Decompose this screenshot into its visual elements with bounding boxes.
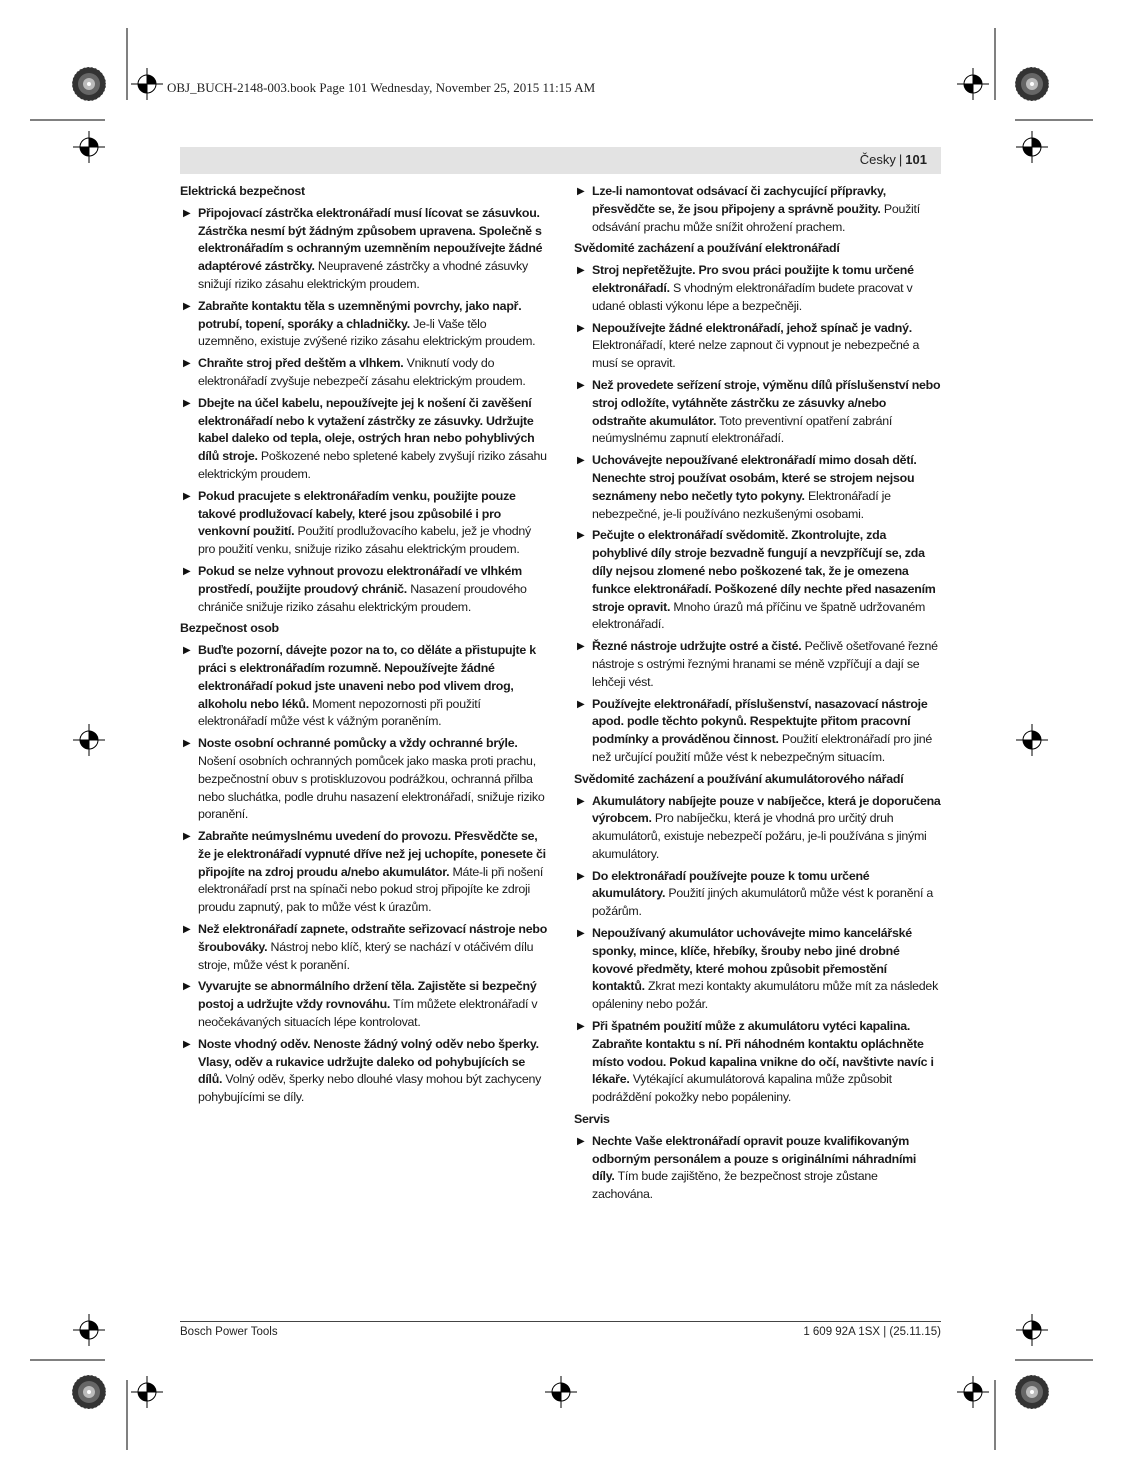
bullet-arrow-icon: ▶ [577,698,585,710]
bullet-list [180,642,547,1107]
safety-instruction [180,921,547,974]
instruction-emphasis: Než elektronářadí zapnete, odstraňte seřizovací nástroje nebo šroubováky. [198,922,548,954]
bullet-arrow-icon: ▶ [183,645,191,657]
section-battery-tool-use [574,771,941,1107]
safety-instruction [574,925,941,1014]
section-heading: Servis [574,1112,610,1127]
instruction-explanation: Volný oděv, šperky nebo dlouhé vlasy mohou být zachyceny pohybujícími se díly. [198,1072,542,1105]
instruction-emphasis: Zabraňte neúmyslnému uvedení do provozu. Přesvědčte se, že je elektronářadí vypnuté dříve než jej uchopíte, ponesete či připojíte na zdroj proudu a/nebo akumulátor. [198,829,546,879]
bullet-list [574,1133,941,1204]
safety-instruction [180,1036,547,1107]
section-heading: Svědomité zacházení a používání akumulátorového nářadí [574,771,904,786]
bullet-arrow-icon: ▶ [577,928,585,940]
instruction-explanation: Nasazení proudového chrániče snižuje riziko zásahu elektrickým proudem. [198,581,527,614]
bullet-arrow-icon: ▶ [183,1038,191,1050]
instruction-explanation: Použití elektronářadí pro jiné než určující použití může vést k nebezpečným situacím. [592,732,933,764]
bullet-arrow-icon: ▶ [183,490,191,502]
safety-instruction [574,183,941,236]
safety-instruction [574,377,941,448]
section-heading: Bezpečnost osob [180,621,279,636]
instruction-explanation: Vniknutí vody do elektronářadí zvyšuje nebezpečí zásahu elektrickým proudem. [198,356,526,388]
safety-instruction [180,828,547,917]
instruction-explanation: Moment nepozornosti při použití elektronářadí může vést k vážným poraněním. [198,696,481,729]
instruction-explanation: Nošení osobních ochranných pomůcek jako maska proti prachu, bezpečnostní obuv s protiskluzovou podrážkou, ochranná přilba nebo sluchátka, podle druhu nasazení elektronářadí, snižuje riziko poranění. [198,753,545,822]
section-service [574,1111,941,1204]
header-separator: | [898,152,903,167]
instruction-explanation: Mnoho úrazů má příčinu ve špatně udržovaném elektronářadí. [592,599,926,632]
safety-instruction [574,1018,941,1107]
instruction-emphasis: Do elektronářadí používejte pouze k tomu určené akumulátory. [592,868,870,901]
bullet-arrow-icon: ▶ [183,300,191,312]
bullet-arrow-icon: ▶ [577,530,585,542]
instruction-emphasis: Pokud pracujete s elektronářadím venku, použijte pouze takové prodlužovací kabely, které jsou způsobilé i pro venkovní použití. [198,488,516,539]
section-power-tool-use [574,240,941,766]
instruction-explanation: Elektronářadí je nebezpečné, je-li používáno nezkušenými osobami. [592,488,891,521]
instruction-emphasis: Pokud se nelze vyhnout provozu elektronářadí ve vlhkém prostředí, použijte proudový chránič. [198,563,522,596]
instruction-explanation: Vytékající akumulátorová kapalina může způsobit podráždění pokožky nebo popáleniny. [592,1072,892,1105]
bullet-list [180,205,547,617]
instruction-explanation: Použití prodlužovacího kabelu, jež je vhodný pro použití venku, snižuje riziko zásahu elektrickým proudem. [198,524,531,557]
safety-instruction [574,527,941,634]
safety-instruction [574,1133,941,1204]
bullet-arrow-icon: ▶ [183,358,191,370]
instruction-explanation: Pečlivě ošetřované řezné nástroje s ostrými řeznými hranami se méně vzpříčují a dají se lehčeji vést. [592,639,938,689]
bullet-arrow-icon: ▶ [577,265,585,277]
safety-instruction [180,642,547,731]
bullet-arrow-icon: ▶ [577,795,585,807]
instruction-emphasis: Než provedete seřízení stroje, výměnu dílů příslušenství nebo stroj odložíte, vytáhněte zástrčku ze zásuvky a/nebo odstraňte akumulátor. [592,377,941,428]
instruction-emphasis: Řezné nástroje udržujte ostré a čisté. [592,639,802,654]
section-personal-safety [180,620,547,1107]
instruction-emphasis: Akumulátory nabíjejte pouze v nabíječce, která je doporučena výrobcem. [592,793,941,826]
safety-instruction [180,978,547,1031]
header-label [860,152,927,167]
instruction-explanation: Použití odsávání prachu může snížit ohrožení prachem. [592,201,920,234]
instruction-emphasis: Lze-li namontovat odsávací či zachycující přípravky, přesvědčte se, že jsou připojeny a správně použity. [592,184,886,216]
header-language: Česky [859,152,896,167]
left-column [180,183,547,1111]
safety-instruction [180,563,547,616]
safety-instruction [574,868,941,921]
instruction-explanation: Pro nabíječku, která je vhodná pro určitý druh akumulátorů, existuje nebezpečí požáru, je-li používána s jinými akumulátory. [592,811,927,861]
instruction-emphasis: Buďte pozorní, dávejte pozor na to, co děláte a přistupujte k práci s elektronářadím rozumně. Nepoužívejte žádné elektronářadí pokud jste unaveni nebo pod vlivem drog, alkoholu nebo léků. [198,643,536,711]
footer-document-code: 1 609 92A 1SX | (25.11.15) [803,1326,941,1338]
section-dust-extraction [574,183,941,236]
safety-instruction [180,205,547,294]
footer-publisher: Bosch Power Tools [180,1326,278,1338]
instruction-emphasis: Vyvarujte se abnormálního držení těla. Zajistěte si bezpečný postoj a udržujte vždy rovnováhu. [198,979,537,1012]
instruction-explanation: Elektronářadí, které nelze zapnout či vypnout je nebezpečné a musí se opravit. [592,338,920,371]
bullet-arrow-icon: ▶ [183,565,191,577]
safety-instruction [574,320,941,373]
instruction-emphasis: Nechte Vaše elektronářadí opravit pouze kvalifikovaným odborným personálem a pouze s originálními náhradními díly. [592,1133,917,1184]
instruction-explanation: Toto preventivní opatření zabrání neúmyslnému zapnutí elektronářadí. [592,413,893,446]
safety-instruction [180,395,547,484]
safety-instruction [574,452,941,523]
instruction-explanation: Poškozené nebo spletené kabely zvyšují riziko zásahu elektrickým proudem. [198,449,547,481]
instruction-emphasis: Pečujte o elektronářadí svědomitě. Zkontrolujte, zda pohyblivé díly stroje bezvadně fungují a nevzpříčují se, zda díly nejsou zlomené nebo poškozené tak, že je omezena funkce elektronářadí. Poškozené díly nechte před nasazením stroje opravit. [592,528,936,614]
bullet-arrow-icon: ▶ [183,831,191,843]
instruction-explanation: Zkrat mezi kontakty akumulátoru může mít za následek opáleniny nebo požár. [592,979,939,1012]
page-number: 101 [905,152,927,167]
bullet-arrow-icon: ▶ [183,924,191,936]
bullet-arrow-icon: ▶ [577,455,585,467]
safety-instruction [574,638,941,691]
bullet-arrow-icon: ▶ [577,186,585,197]
instruction-emphasis: Při špatném použití může z akumulátoru vytéci kapalina. Zabraňte kontaktu s ní. Při náhodném kontaktu opláchněte místo vodou. Pokud kapalina vnikne do očí, navštivte navíc i lékaře. [592,1019,934,1087]
instruction-emphasis: Dbejte na účel kabelu, nepoužívejte jej k nošení či zavěšení elektronářadí nebo k vytažení zástrčky ze zásuvky. Udržujte kabel daleko od tepla, oleje, ostrých hran nebo pohyblivých dílů stroje. [198,395,535,464]
safety-instruction [180,355,547,391]
instruction-explanation: Je-li Vaše tělo uzemněno, existuje zvýšené riziko zásahu elektrickým proudem. [198,316,536,349]
instruction-emphasis: Zabraňte kontaktu těla s uzemněnými povrchy, jako např. potrubí, topení, sporáky a chladničky. [198,298,522,331]
bullet-arrow-icon: ▶ [577,379,585,391]
page-header [180,147,941,174]
bullet-arrow-icon: ▶ [577,641,585,653]
instruction-emphasis: Chraňte stroj před deštěm a vlhkem. [198,356,404,371]
instruction-explanation: Máte-li při nošení elektronářadí prst na spínači nebo pokud stroj připojíte ke zdroji proudu zapnutý, pak to může vést k úrazům. [198,864,544,915]
safety-instruction [180,488,547,559]
bullet-arrow-icon: ▶ [577,1135,585,1147]
bullet-arrow-icon: ▶ [577,322,585,334]
print-book-info: OBJ_BUCH-2148-003.book Page 101 Wednesday, November 25, 2015 11:15 AM [167,80,596,95]
instruction-explanation: S vhodným elektronářadím budete pracovat v udané oblasti výkonu lépe a bezpečněji. [592,280,913,313]
instruction-explanation: Použití jiných akumulátorů může vést k poranění a požárům. [592,886,934,919]
instruction-explanation: Tím můžete elektronářadí v neočekávaných situacích lépe kontrolovat. [198,997,538,1030]
bullet-arrow-icon: ▶ [183,207,191,219]
safety-instruction [180,735,547,824]
bullet-list [574,183,941,236]
instruction-emphasis: Noste osobní ochranné pomůcky a vždy ochranné brýle. [198,736,518,751]
safety-instruction [180,298,547,351]
bullet-arrow-icon: ▶ [183,981,191,993]
safety-instruction [574,696,941,767]
safety-instruction [574,262,941,315]
instruction-emphasis: Noste vhodný oděv. Nenoste žádný volný oděv nebo šperky. Vlasy, oděv a rukavice udržujte daleko od pohybujících se dílů. [198,1036,539,1087]
instruction-emphasis: Nepoužívaný akumulátor uchovávejte mimo kancelářské sponky, mince, klíče, hřebíky, šrouby nebo jiné drobné kovové předměty, které mohou způsobit přemostění kontaktů. [592,926,912,994]
bullet-arrow-icon: ▶ [577,870,585,882]
instruction-emphasis: Nepoužívejte žádné elektronářadí, jehož spínač je vadný. [592,320,912,335]
footer-rule [180,1321,941,1322]
instruction-explanation: Tím bude zajištěno, že bezpečnost stroje zůstane zachována. [592,1169,878,1202]
section-heading: Svědomité zacházení a používání elektronářadí [574,241,840,256]
instruction-emphasis: Připojovací zástrčka elektronářadí musí lícovat se zásuvkou. Zástrčka nesmí být žádným způsobem upravena. Společně s elektronářadím s ochranným uzemněním nepoužívejte žádné adaptérové zástrčky. [198,205,543,274]
instruction-emphasis: Používejte elektronářadí, příslušenství, nasazovací nástroje apod. podle těchto pokynů. Respektujte přitom pracovní podmínky a prováděnou činnost. [592,696,928,747]
instruction-explanation: Neupravené zástrčky a vhodné zásuvky snižují riziko zásahu elektrickým proudem. [198,259,528,291]
bullet-arrow-icon: ▶ [183,738,191,750]
right-column [574,183,941,1208]
bullet-list [574,793,941,1108]
instruction-emphasis: Uchovávejte nepoužívané elektronářadí mimo dosah dětí. Nenechte stroj používat osobám, které se strojem nejsou seznámeny nebo nečetly tyto pokyny. [592,453,917,503]
instruction-explanation: Nástroj nebo klíč, který se nachází v otáčivém dílu stroje, může vést k poranění. [198,939,534,972]
section-electrical-safety [180,183,547,616]
bullet-arrow-icon: ▶ [183,397,191,409]
bullet-list [574,262,941,767]
instruction-emphasis: Stroj nepřetěžujte. Pro svou práci použijte k tomu určené elektronářadí. [592,263,914,295]
safety-instruction [574,793,941,864]
bullet-arrow-icon: ▶ [577,1021,585,1033]
section-heading: Elektrická bezpečnost [180,184,305,198]
